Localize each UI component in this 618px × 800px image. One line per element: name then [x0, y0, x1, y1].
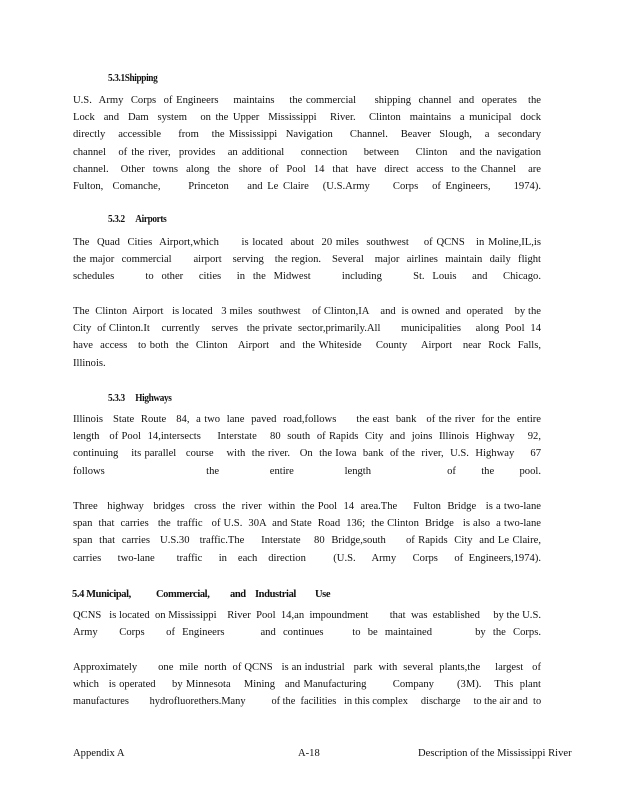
heading-part: Industrial: [255, 589, 296, 600]
text-line: follows the entire length of the pool.: [73, 465, 541, 477]
text-line: Approximately one mile north of QCNS is an industrial park with several plants,the largest of: [73, 662, 541, 673]
text-line: U.S. Army Corps of Engineers maintains the commercial shipping channel and operates the: [73, 95, 541, 106]
text-line: schedules to other cities in the Midwest including St. Louis and Chicago.: [73, 271, 541, 283]
footer-appendix: Appendix A: [73, 748, 125, 759]
heading-part: and: [230, 589, 246, 600]
paragraph-highway-bridges: [73, 498, 541, 567]
section-number: 5.3.3: [108, 393, 125, 404]
text-line: continuing its parallel course with the river. On the Iowa bank of the river, U.S. Highway 67: [73, 448, 541, 460]
text-line: span that carries U.S.30 traffic.The Interstate 80 Bridge,south of Rapids City and Le Claire,: [73, 535, 541, 547]
paragraph-industrial-park: [73, 659, 541, 711]
text-line: have access to both the Clinton Airport and the Whiteside County Airport near Rock Falls,: [73, 340, 541, 352]
text-line: The Quad Cities Airport,which is located about 20 miles southwest of QCNS in Moline,IL,is: [73, 237, 541, 248]
section-title: Airports: [135, 214, 167, 225]
heading-part: Use: [315, 589, 331, 600]
section-heading-airports: [108, 214, 166, 225]
text-line: the major commercial airport serving the region. Several major airlines maintain daily flight: [73, 254, 541, 266]
heading-part: Commercial,: [156, 589, 210, 600]
footer-document-title: Description of the Mississippi River: [418, 748, 572, 759]
text-line: channel. Other towns along the shore of Pool 14 that have direct access to the Channel are: [73, 163, 541, 175]
text-line: Army Corps of Engineers and continues to be maintained by the Corps.: [73, 627, 541, 639]
text-line: QCNS is located on Mississippi River Pool 14,an impoundment that was established by the U.S.: [73, 610, 541, 621]
text-line: Fulton, Comanche, Princeton and Le Claire (U.S.Army Corps of Engineers, 1974).: [73, 181, 541, 193]
paragraph-shipping: [73, 92, 541, 195]
text-line: The Clinton Airport is located 3 miles southwest of Clinton,IA and is owned and operated by the: [73, 306, 541, 317]
text-line: Illinois.: [73, 357, 106, 369]
text-line: Three highway bridges cross the river within the Pool 14 area.The Fulton Bridge is a two-lane: [73, 501, 541, 512]
footer-page-number: A-18: [298, 748, 320, 759]
paragraph-qcns-location: [73, 607, 541, 641]
paragraph-clinton-airport: [73, 303, 541, 372]
text-line: directly accessible from the Mississippi Navigation Channel. Beaver Slough, a secondary: [73, 129, 541, 141]
text-line: carries two-lane traffic in each direction (U.S. Army Corps of Engineers,1974).: [73, 552, 541, 564]
paragraph-illinois-route: [73, 411, 541, 480]
section-title: Highways: [135, 393, 172, 404]
section-number: 5.3.2: [108, 214, 125, 225]
section-heading-highways: [108, 393, 172, 404]
text-line: manufactures hydrofluorethers.Many of the facilities in this complex discharge to the air and to: [73, 696, 542, 708]
text-line: Illinois State Route 84, a two lane paved road,follows the east bank of the river for the entire: [73, 414, 541, 425]
section-heading-shipping: 5.3.1Shipping: [108, 73, 158, 84]
heading-part: 5.4 Municipal,: [72, 589, 131, 600]
text-line: length of Pool 14,intersects Interstate 80 south of Rapids City and joins Illinois Highway 92,: [73, 431, 541, 443]
text-line: span that carries the traffic of U.S. 30A and State Road 136; the Clinton Bridge is also a two-lane: [73, 518, 541, 530]
paragraph-quad-cities-airport: [73, 234, 541, 286]
text-line: which is operated by Minnesota Mining and Manufacturing Company (3M). This plant: [73, 679, 541, 691]
text-line: City of Clinton.It currently serves the private sector,primarily.All municipalities along Pool 14: [73, 323, 541, 335]
text-line: channel of the river, provides an additional connection between Clinton and the navigation: [73, 146, 541, 158]
text-line: Lock and Dam system on the Upper Mississippi River. Clinton maintains a municipal dock: [73, 112, 541, 124]
